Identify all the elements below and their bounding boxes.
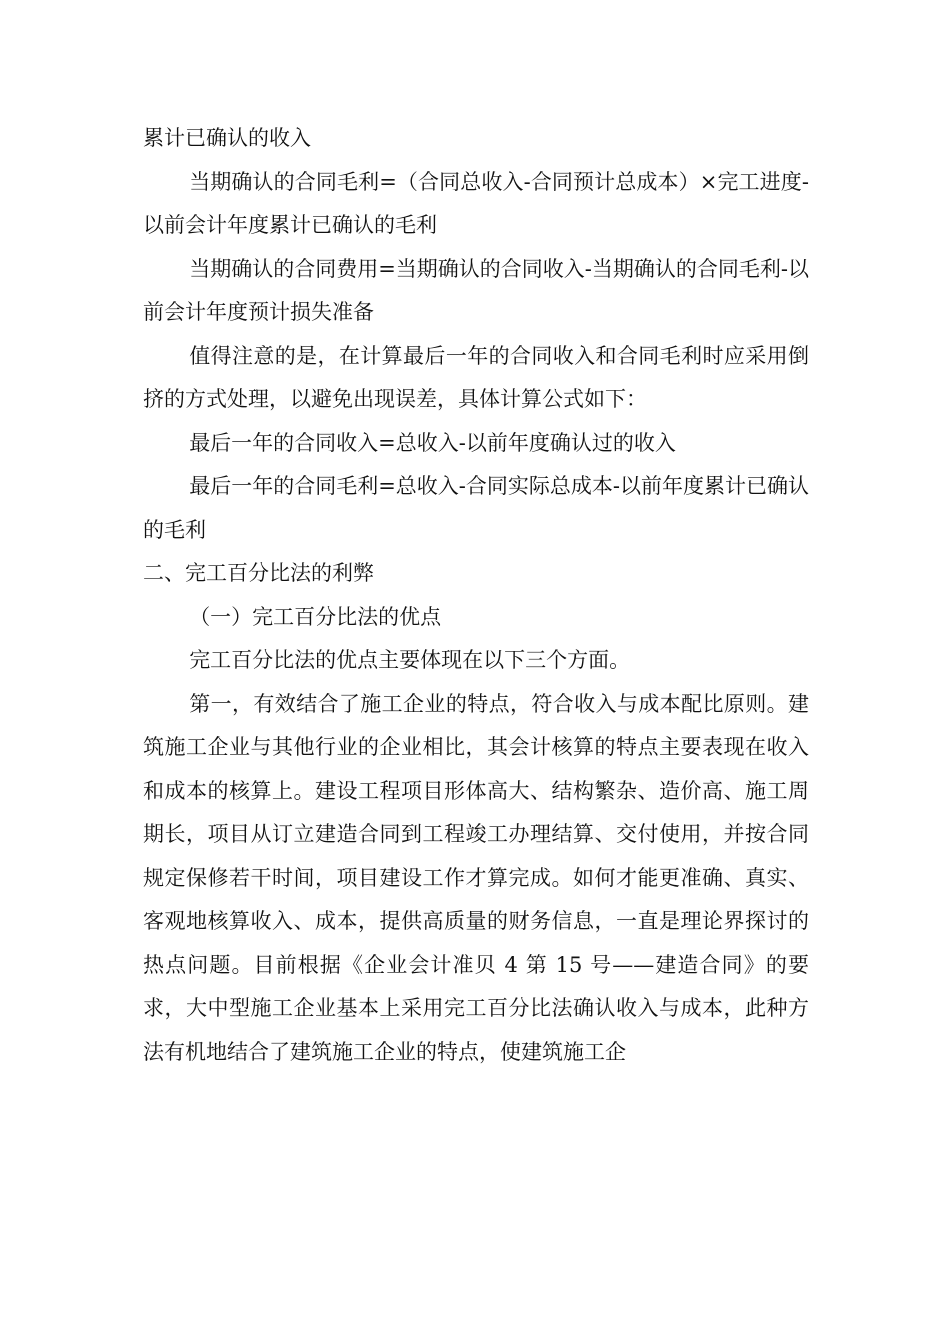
section-heading: 二、完工百分比法的利弊: [143, 561, 374, 585]
document-body: [143, 117, 809, 1074]
paragraph-7: 完工百分比法的优点主要体现在以下三个方面。: [189, 648, 631, 672]
paragraph-2: 当期确认的合同毛利=（合同总收入-合同预计总成本）×完工进度-以前会计年度累计已确认的毛利: [143, 169, 809, 237]
subsection-heading: （一）完工百分比法的优点: [189, 604, 442, 629]
paragraph-5: 最后一年的合同收入=总收入-以前年度确认过的收入: [189, 430, 676, 455]
paragraph-6: 最后一年的合同毛利=总收入-合同实际总成本-以前年度累计已确认的毛利: [143, 474, 809, 542]
paragraph-8: 第一，有效结合了施工企业的特点，符合收入与成本配比原则。建筑施工企业与其他行业的企业相比，其会计核算的特点主要表现在收入和成本的核算上。建设工程项目形体高大、结构繁杂、造价高、施工周期长，项目从订立建造合同到工程竣工办理结算、交付使用，并按合同规定保修若干时间，项目建设工作才算完成。如何才能更准确、真实、客观地核算收入、成本，提供高质量的财务信息，一直是理论界探讨的热点问题。目前根据《企业会计准贝 4 第 15 号——建造合同》的要求，大中型施工企业基本上采用完工百分比法确认收入与成本，此种方法有机地结合了建筑施工企业的特点，使建筑施工企: [143, 691, 809, 1064]
paragraph-3: 当期确认的合同费用=当期确认的合同收入-当期确认的合同毛利-以前会计年度预计损失准备: [143, 256, 809, 324]
paragraph-1: 累计已确认的收入: [143, 126, 311, 150]
paragraph-4: 值得注意的是，在计算最后一年的合同收入和合同毛利时应采用倒挤的方式处理，以避免出现误差，具体计算公式如下：: [143, 343, 809, 411]
